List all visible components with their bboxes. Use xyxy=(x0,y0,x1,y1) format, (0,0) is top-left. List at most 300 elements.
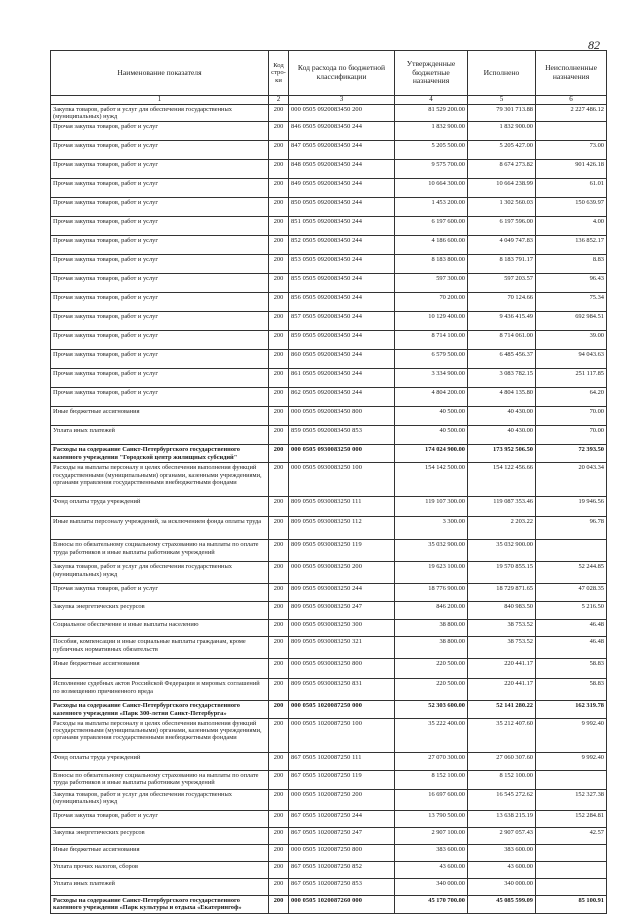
executed-amount-cell: 38 753.52 xyxy=(468,620,536,637)
indicator-name-cell: Закупка энергетических ресурсов xyxy=(51,827,269,844)
line-code-cell: 200 xyxy=(269,497,289,517)
budget-code-cell: 851 0505 0920083450 244 xyxy=(289,217,395,236)
budget-code-cell: 867 0505 1020087250 119 xyxy=(289,770,395,789)
indicator-name-cell: Прочая закупка товаров, работ и услуг xyxy=(51,293,269,312)
budget-code-cell: 867 0505 1020087250 852 xyxy=(289,861,395,878)
line-code-cell: 200 xyxy=(269,861,289,878)
budget-code-cell: 000 0505 1020087260 000 xyxy=(289,895,395,913)
unexecuted-amount-cell: 150 639.97 xyxy=(536,198,607,217)
header-budget-code: Код расхода по бюджетной классификации xyxy=(289,51,395,96)
executed-amount-cell: 2 203.22 xyxy=(468,517,536,540)
unexecuted-amount-cell: 70.00 xyxy=(536,407,607,426)
executed-amount-cell: 43 600.00 xyxy=(468,861,536,878)
table-row xyxy=(51,369,607,388)
budget-code-cell: 000 0505 0920083450 200 xyxy=(289,105,395,122)
indicator-name-cell: Расходы на содержание Санкт-Петербургского государственного казенного учреждения "Городской центр жилищных субсидий" xyxy=(51,445,269,463)
line-code-cell: 200 xyxy=(269,810,289,827)
indicator-name-cell: Прочая закупка товаров, работ и услуг xyxy=(51,217,269,236)
line-code-cell: 200 xyxy=(269,255,289,274)
unexecuted-amount-cell: 39.00 xyxy=(536,331,607,350)
table-row-total xyxy=(51,701,607,718)
budget-code-cell: 867 0505 1020087250 247 xyxy=(289,827,395,844)
budget-code-cell: 846 0505 0920083450 244 xyxy=(289,122,395,141)
approved-amount-cell: 1 453 200.00 xyxy=(395,198,468,217)
indicator-name-cell: Прочая закупка товаров, работ и услуг xyxy=(51,160,269,179)
table-row xyxy=(51,236,607,255)
unexecuted-amount-cell: 8.83 xyxy=(536,255,607,274)
budget-code-cell: 809 0505 0930083250 247 xyxy=(289,602,395,620)
approved-amount-cell: 3 334 900.00 xyxy=(395,369,468,388)
table-row xyxy=(51,312,607,331)
unexecuted-amount-cell: 73.00 xyxy=(536,141,607,160)
line-code-cell: 200 xyxy=(269,369,289,388)
budget-code-cell: 000 0505 0930083250 300 xyxy=(289,620,395,637)
executed-amount-cell: 220 441.17 xyxy=(468,679,536,701)
executed-amount-cell: 35 212 407.60 xyxy=(468,718,536,752)
line-code-cell: 200 xyxy=(269,407,289,426)
approved-amount-cell: 8 183 800.00 xyxy=(395,255,468,274)
budget-code-cell: 847 0505 0920083450 244 xyxy=(289,141,395,160)
approved-amount-cell: 119 107 300.00 xyxy=(395,497,468,517)
approved-amount-cell: 52 303 600.00 xyxy=(395,701,468,718)
column-index-row xyxy=(51,96,607,105)
table-row xyxy=(51,752,607,770)
indicator-name-cell: Прочая закупка товаров, работ и услуг xyxy=(51,122,269,141)
budget-code-cell: 809 0505 0930083250 112 xyxy=(289,517,395,540)
line-code-cell: 200 xyxy=(269,236,289,255)
executed-amount-cell: 340 000.00 xyxy=(468,878,536,895)
indicator-name-cell: Прочая закупка товаров, работ и услуг xyxy=(51,274,269,293)
budget-code-cell: 859 0505 0920083450 853 xyxy=(289,426,395,445)
executed-amount-cell: 6 485 456.37 xyxy=(468,350,536,369)
executed-amount-cell: 13 638 215.19 xyxy=(468,810,536,827)
budget-code-cell: 000 0505 1020087250 000 xyxy=(289,701,395,718)
indicator-name-cell: Прочая закупка товаров, работ и услуг xyxy=(51,350,269,369)
line-code-cell: 200 xyxy=(269,540,289,562)
approved-amount-cell: 8 714 100.00 xyxy=(395,331,468,350)
unexecuted-amount-cell: 19 946.56 xyxy=(536,497,607,517)
budget-code-cell: 000 0505 0930083250 000 xyxy=(289,445,395,463)
budget-code-cell: 809 0505 0930083250 119 xyxy=(289,540,395,562)
approved-amount-cell: 4 186 600.00 xyxy=(395,236,468,255)
budget-code-cell: 809 0505 0930083250 831 xyxy=(289,679,395,701)
indicator-name-cell: Пособия, компенсации и иные социальные выплаты гражданам, кроме публичных нормативных обязательств xyxy=(51,637,269,659)
line-code-cell: 200 xyxy=(269,789,289,810)
approved-amount-cell: 154 142 500.00 xyxy=(395,463,468,497)
indicator-name-cell: Социальное обеспечение и иные выплаты населению xyxy=(51,620,269,637)
indicator-name-cell: Расходы на содержание Санкт-Петербургского государственного казенного учреждения «Парк культуры и отдыха «Екатерингоф» xyxy=(51,895,269,913)
line-code-cell: 200 xyxy=(269,602,289,620)
table-row xyxy=(51,517,607,540)
budget-code-cell: 859 0505 0920083450 244 xyxy=(289,331,395,350)
header-unexecuted: Неисполненные назначения xyxy=(536,51,607,96)
unexecuted-amount-cell: 47 028.35 xyxy=(536,584,607,602)
executed-amount-cell: 597 203.57 xyxy=(468,274,536,293)
column-index: 4 xyxy=(395,96,468,105)
budget-code-cell: 000 0505 0930083250 800 xyxy=(289,659,395,679)
approved-amount-cell: 9 575 700.00 xyxy=(395,160,468,179)
unexecuted-amount-cell: 152 284.81 xyxy=(536,810,607,827)
budget-code-cell: 809 0505 0930083250 111 xyxy=(289,497,395,517)
executed-amount-cell: 8 183 791.17 xyxy=(468,255,536,274)
line-code-cell: 200 xyxy=(269,679,289,701)
unexecuted-amount-cell: 692 984.51 xyxy=(536,312,607,331)
budget-code-cell: 853 0505 0920083450 244 xyxy=(289,255,395,274)
approved-amount-cell: 19 623 100.00 xyxy=(395,562,468,584)
approved-amount-cell: 3 300.00 xyxy=(395,517,468,540)
approved-amount-cell: 38 800.00 xyxy=(395,637,468,659)
indicator-name-cell: Прочая закупка товаров, работ и услуг xyxy=(51,179,269,198)
indicator-name-cell: Фонд оплаты труда учреждений xyxy=(51,752,269,770)
budget-code-cell: 860 0505 0920083450 244 xyxy=(289,350,395,369)
table-row xyxy=(51,562,607,584)
unexecuted-amount-cell: 46.48 xyxy=(536,637,607,659)
table-row xyxy=(51,350,607,369)
budget-code-cell: 809 0505 0930083250 244 xyxy=(289,584,395,602)
executed-amount-cell: 40 430.00 xyxy=(468,426,536,445)
table-row xyxy=(51,105,607,122)
executed-amount-cell: 27 060 307.60 xyxy=(468,752,536,770)
executed-amount-cell: 45 085 599.09 xyxy=(468,895,536,913)
table-row xyxy=(51,274,607,293)
line-code-cell: 200 xyxy=(269,584,289,602)
unexecuted-amount-cell: 901 426.18 xyxy=(536,160,607,179)
unexecuted-amount-cell: 72 393.50 xyxy=(536,445,607,463)
indicator-name-cell: Прочая закупка товаров, работ и услуг xyxy=(51,312,269,331)
approved-amount-cell: 35 222 400.00 xyxy=(395,718,468,752)
executed-amount-cell: 8 152 100.00 xyxy=(468,770,536,789)
executed-amount-cell: 6 197 596.00 xyxy=(468,217,536,236)
indicator-name-cell: Прочая закупка товаров, работ и услуг xyxy=(51,369,269,388)
table-row xyxy=(51,659,607,679)
executed-amount-cell: 16 545 272.62 xyxy=(468,789,536,810)
table-row xyxy=(51,789,607,810)
executed-amount-cell: 3 083 782.15 xyxy=(468,369,536,388)
unexecuted-amount-cell: 75.34 xyxy=(536,293,607,312)
executed-amount-cell: 10 664 238.99 xyxy=(468,179,536,198)
budget-code-cell: 855 0505 0920083450 244 xyxy=(289,274,395,293)
approved-amount-cell: 18 776 900.00 xyxy=(395,584,468,602)
approved-amount-cell: 43 600.00 xyxy=(395,861,468,878)
table-header-row xyxy=(51,51,607,96)
approved-amount-cell: 4 804 200.00 xyxy=(395,388,468,407)
unexecuted-amount-cell: 4.00 xyxy=(536,217,607,236)
unexecuted-amount-cell: 152 327.38 xyxy=(536,789,607,810)
indicator-name-cell: Прочая закупка товаров, работ и услуг xyxy=(51,331,269,350)
table-row xyxy=(51,584,607,602)
line-code-cell: 200 xyxy=(269,445,289,463)
executed-amount-cell: 154 122 456.66 xyxy=(468,463,536,497)
indicator-name-cell: Взносы по обязательному социальному страхованию на выплаты по оплате труда работников и иные выплаты работникам учреждений xyxy=(51,540,269,562)
executed-amount-cell: 70 124.66 xyxy=(468,293,536,312)
table-row xyxy=(51,217,607,236)
indicator-name-cell: Закупка товаров, работ и услуг для обеспечения государственных (муниципальных) нужд xyxy=(51,789,269,810)
unexecuted-amount-cell: 64.20 xyxy=(536,388,607,407)
line-code-cell: 200 xyxy=(269,105,289,122)
page-number: 82 xyxy=(588,38,600,52)
budget-code-cell: 000 0505 0930083250 100 xyxy=(289,463,395,497)
unexecuted-amount-cell: 5 216.50 xyxy=(536,602,607,620)
table-row xyxy=(51,331,607,350)
table-row xyxy=(51,179,607,198)
budget-code-cell: 861 0505 0920083450 244 xyxy=(289,369,395,388)
executed-amount-cell: 840 983.50 xyxy=(468,602,536,620)
line-code-cell: 200 xyxy=(269,198,289,217)
unexecuted-amount-cell: 85 100.91 xyxy=(536,895,607,913)
approved-amount-cell: 40 500.00 xyxy=(395,407,468,426)
table-row xyxy=(51,602,607,620)
unexecuted-amount-cell: 9 992.40 xyxy=(536,718,607,752)
indicator-name-cell: Закупка товаров, работ и услуг для обеспечения государственных (муниципальных) нужд xyxy=(51,105,269,122)
line-code-cell: 200 xyxy=(269,752,289,770)
indicator-name-cell: Прочая закупка товаров, работ и услуг xyxy=(51,388,269,407)
budget-code-cell: 867 0505 1020087250 853 xyxy=(289,878,395,895)
executed-amount-cell: 19 570 855.15 xyxy=(468,562,536,584)
header-executed: Исполнено xyxy=(468,51,536,96)
executed-amount-cell: 52 141 280.22 xyxy=(468,701,536,718)
unexecuted-amount-cell xyxy=(536,878,607,895)
line-code-cell: 200 xyxy=(269,217,289,236)
unexecuted-amount-cell: 61.01 xyxy=(536,179,607,198)
unexecuted-amount-cell: 58.83 xyxy=(536,659,607,679)
table-row xyxy=(51,844,607,861)
indicator-name-cell: Взносы по обязательному социальному страхованию на выплаты по оплате труда работников и иные выплаты работникам учреждений xyxy=(51,770,269,789)
indicator-name-cell: Прочая закупка товаров, работ и услуг xyxy=(51,198,269,217)
budget-execution-table xyxy=(50,50,607,914)
table-row xyxy=(51,718,607,752)
table-row xyxy=(51,122,607,141)
line-code-cell: 200 xyxy=(269,274,289,293)
indicator-name-cell: Расходы на выплаты персоналу в целях обеспечения выполнения функций государственными (муниципальными) органами, казенными учреждениями, органами управления государственными внебюджетными фондами xyxy=(51,718,269,752)
approved-amount-cell: 1 832 900.00 xyxy=(395,122,468,141)
approved-amount-cell: 220 500.00 xyxy=(395,679,468,701)
unexecuted-amount-cell: 2 227 486.12 xyxy=(536,105,607,122)
executed-amount-cell: 173 952 506.50 xyxy=(468,445,536,463)
indicator-name-cell: Уплата прочих налогов, сборов xyxy=(51,861,269,878)
executed-amount-cell: 38 753.52 xyxy=(468,637,536,659)
line-code-cell: 200 xyxy=(269,463,289,497)
table-row xyxy=(51,810,607,827)
budget-code-cell: 000 0505 1020087250 200 xyxy=(289,789,395,810)
line-code-cell: 200 xyxy=(269,331,289,350)
unexecuted-amount-cell xyxy=(536,122,607,141)
approved-amount-cell: 6 579 500.00 xyxy=(395,350,468,369)
table-row xyxy=(51,620,607,637)
executed-amount-cell: 79 301 713.88 xyxy=(468,105,536,122)
indicator-name-cell: Прочая закупка товаров, работ и услуг xyxy=(51,141,269,160)
unexecuted-amount-cell xyxy=(536,540,607,562)
table-row xyxy=(51,388,607,407)
unexecuted-amount-cell xyxy=(536,861,607,878)
table-row xyxy=(51,293,607,312)
unexecuted-amount-cell: 136 852.17 xyxy=(536,236,607,255)
line-code-cell: 200 xyxy=(269,562,289,584)
unexecuted-amount-cell: 9 992.40 xyxy=(536,752,607,770)
header-approved: Утвержденные бюджетные назначения xyxy=(395,51,468,96)
indicator-name-cell: Уплата иных платежей xyxy=(51,878,269,895)
line-code-cell: 200 xyxy=(269,844,289,861)
unexecuted-amount-cell xyxy=(536,844,607,861)
line-code-cell: 200 xyxy=(269,426,289,445)
approved-amount-cell: 2 907 100.00 xyxy=(395,827,468,844)
executed-amount-cell: 1 302 560.03 xyxy=(468,198,536,217)
executed-amount-cell: 119 087 353.46 xyxy=(468,497,536,517)
table-row-total xyxy=(51,445,607,463)
unexecuted-amount-cell: 42.57 xyxy=(536,827,607,844)
executed-amount-cell: 8 714 061.00 xyxy=(468,331,536,350)
line-code-cell: 200 xyxy=(269,770,289,789)
column-index: 6 xyxy=(536,96,607,105)
executed-amount-cell: 35 032 900.00 xyxy=(468,540,536,562)
approved-amount-cell: 597 300.00 xyxy=(395,274,468,293)
approved-amount-cell: 35 032 900.00 xyxy=(395,540,468,562)
table-row xyxy=(51,160,607,179)
budget-code-cell: 848 0505 0920083450 244 xyxy=(289,160,395,179)
approved-amount-cell: 174 024 900.00 xyxy=(395,445,468,463)
budget-code-cell: 000 0505 0920083450 800 xyxy=(289,407,395,426)
approved-amount-cell: 81 529 200.00 xyxy=(395,105,468,122)
line-code-cell: 200 xyxy=(269,160,289,179)
line-code-cell: 200 xyxy=(269,878,289,895)
budget-code-cell: 867 0505 1020087250 244 xyxy=(289,810,395,827)
column-index: 1 xyxy=(51,96,269,105)
approved-amount-cell: 220 500.00 xyxy=(395,659,468,679)
table-row xyxy=(51,141,607,160)
executed-amount-cell: 383 600.00 xyxy=(468,844,536,861)
line-code-cell: 200 xyxy=(269,895,289,913)
unexecuted-amount-cell xyxy=(536,770,607,789)
indicator-name-cell: Иные бюджетные ассигнования xyxy=(51,407,269,426)
line-code-cell: 200 xyxy=(269,701,289,718)
line-code-cell: 200 xyxy=(269,122,289,141)
approved-amount-cell: 340 000.00 xyxy=(395,878,468,895)
line-code-cell: 200 xyxy=(269,350,289,369)
table-row xyxy=(51,463,607,497)
unexecuted-amount-cell: 96.78 xyxy=(536,517,607,540)
indicator-name-cell: Прочая закупка товаров, работ и услуг xyxy=(51,236,269,255)
executed-amount-cell: 9 436 415.49 xyxy=(468,312,536,331)
header-line-code: Код стро- ки xyxy=(269,51,289,96)
table-row xyxy=(51,426,607,445)
executed-amount-cell: 18 729 871.65 xyxy=(468,584,536,602)
budget-code-cell: 849 0505 0920083450 244 xyxy=(289,179,395,198)
unexecuted-amount-cell: 46.48 xyxy=(536,620,607,637)
approved-amount-cell: 5 205 500.00 xyxy=(395,141,468,160)
line-code-cell: 200 xyxy=(269,141,289,160)
indicator-name-cell: Иные выплаты персоналу учреждений, за исключением фонда оплаты труда xyxy=(51,517,269,540)
header-indicator-name: Наименование показателя xyxy=(51,51,269,96)
indicator-name-cell: Уплата иных платежей xyxy=(51,426,269,445)
executed-amount-cell: 220 441.17 xyxy=(468,659,536,679)
table-row xyxy=(51,861,607,878)
table-row xyxy=(51,679,607,701)
budget-code-cell: 857 0505 0920083450 244 xyxy=(289,312,395,331)
line-code-cell: 200 xyxy=(269,659,289,679)
column-index: 5 xyxy=(468,96,536,105)
indicator-name-cell: Фонд оплаты труда учреждений xyxy=(51,497,269,517)
table-row-total xyxy=(51,895,607,913)
table-row xyxy=(51,497,607,517)
line-code-cell: 200 xyxy=(269,637,289,659)
approved-amount-cell: 38 800.00 xyxy=(395,620,468,637)
table-row xyxy=(51,540,607,562)
budget-code-cell: 000 0505 1020087250 100 xyxy=(289,718,395,752)
column-index: 3 xyxy=(289,96,395,105)
indicator-name-cell: Закупка энергетических ресурсов xyxy=(51,602,269,620)
indicator-name-cell: Расходы на выплаты персоналу в целях обеспечения выполнения функций государственными (муниципальными) органами, казенными учреждениями, органами управления государственными внебюджетными фондами xyxy=(51,463,269,497)
indicator-name-cell: Прочая закупка товаров, работ и услуг xyxy=(51,584,269,602)
approved-amount-cell: 13 790 500.00 xyxy=(395,810,468,827)
approved-amount-cell: 10 664 300.00 xyxy=(395,179,468,198)
budget-code-cell: 000 0505 1020087250 800 xyxy=(289,844,395,861)
table-row xyxy=(51,198,607,217)
approved-amount-cell: 8 152 100.00 xyxy=(395,770,468,789)
table-row xyxy=(51,407,607,426)
unexecuted-amount-cell: 70.00 xyxy=(536,426,607,445)
budget-code-cell: 856 0505 0920083450 244 xyxy=(289,293,395,312)
budget-code-cell: 000 0505 0930083250 200 xyxy=(289,562,395,584)
approved-amount-cell: 70 200.00 xyxy=(395,293,468,312)
unexecuted-amount-cell: 94 043.63 xyxy=(536,350,607,369)
indicator-name-cell: Прочая закупка товаров, работ и услуг xyxy=(51,255,269,274)
table-row xyxy=(51,827,607,844)
indicator-name-cell: Закупка товаров, работ и услуг для обеспечения государственных (муниципальных) нужд xyxy=(51,562,269,584)
line-code-cell: 200 xyxy=(269,312,289,331)
executed-amount-cell: 8 674 273.82 xyxy=(468,160,536,179)
unexecuted-amount-cell: 52 244.85 xyxy=(536,562,607,584)
unexecuted-amount-cell: 20 043.34 xyxy=(536,463,607,497)
approved-amount-cell: 40 500.00 xyxy=(395,426,468,445)
table-row xyxy=(51,255,607,274)
budget-code-cell: 862 0505 0920083450 244 xyxy=(289,388,395,407)
line-code-cell: 200 xyxy=(269,718,289,752)
line-code-cell: 200 xyxy=(269,517,289,540)
unexecuted-amount-cell: 162 319.78 xyxy=(536,701,607,718)
budget-code-cell: 850 0505 0920083450 244 xyxy=(289,198,395,217)
indicator-name-cell: Прочая закупка товаров, работ и услуг xyxy=(51,810,269,827)
table-row xyxy=(51,637,607,659)
approved-amount-cell: 27 070 300.00 xyxy=(395,752,468,770)
line-code-cell: 200 xyxy=(269,827,289,844)
executed-amount-cell: 2 907 057.43 xyxy=(468,827,536,844)
line-code-cell: 200 xyxy=(269,388,289,407)
executed-amount-cell: 1 832 900.00 xyxy=(468,122,536,141)
table-row xyxy=(51,878,607,895)
approved-amount-cell: 45 170 700.00 xyxy=(395,895,468,913)
approved-amount-cell: 6 197 600.00 xyxy=(395,217,468,236)
indicator-name-cell: Иные бюджетные ассигнования xyxy=(51,659,269,679)
executed-amount-cell: 40 430.00 xyxy=(468,407,536,426)
executed-amount-cell: 4 804 135.80 xyxy=(468,388,536,407)
line-code-cell: 200 xyxy=(269,179,289,198)
line-code-cell: 200 xyxy=(269,293,289,312)
approved-amount-cell: 10 129 400.00 xyxy=(395,312,468,331)
approved-amount-cell: 383 600.00 xyxy=(395,844,468,861)
indicator-name-cell: Иные бюджетные ассигнования xyxy=(51,844,269,861)
indicator-name-cell: Расходы на содержание Санкт-Петербургского государственного казенного учреждения «Парк 300-летия Санкт-Петербурга» xyxy=(51,701,269,718)
unexecuted-amount-cell: 251 117.85 xyxy=(536,369,607,388)
line-code-cell: 200 xyxy=(269,620,289,637)
unexecuted-amount-cell: 96.43 xyxy=(536,274,607,293)
executed-amount-cell: 4 049 747.83 xyxy=(468,236,536,255)
budget-code-cell: 852 0505 0920083450 244 xyxy=(289,236,395,255)
unexecuted-amount-cell: 58.83 xyxy=(536,679,607,701)
table-row xyxy=(51,770,607,789)
indicator-name-cell: Исполнение судебных актов Российской Федерации и мировых соглашений по возмещению причиненного вреда xyxy=(51,679,269,701)
column-index: 2 xyxy=(269,96,289,105)
budget-code-cell: 809 0505 0930083250 321 xyxy=(289,637,395,659)
approved-amount-cell: 16 697 600.00 xyxy=(395,789,468,810)
